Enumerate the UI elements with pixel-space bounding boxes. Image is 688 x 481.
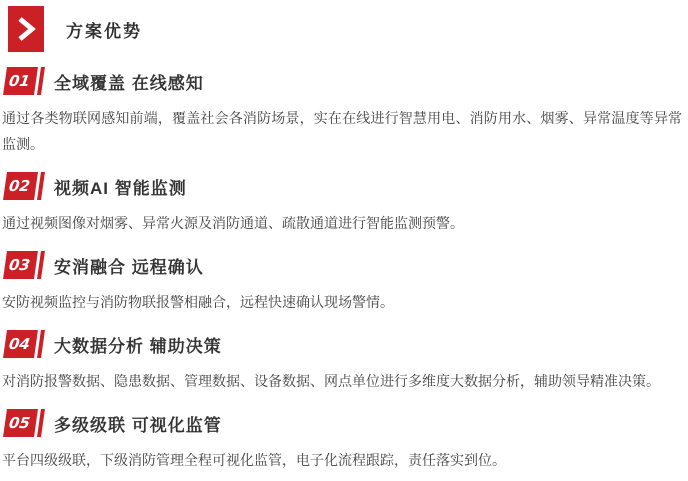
number-badge (5, 409, 43, 437)
number-badge-sliver (37, 172, 45, 200)
advantage-section-3 (0, 251, 686, 315)
section-title: 全域覆盖 在线感知 (54, 73, 204, 93)
section-title: 大数据分析 辅助决策 (54, 336, 222, 356)
advantage-section-5 (0, 409, 686, 473)
section-title: 多级级联 可视化监管 (54, 415, 222, 435)
number-badge-sliver (37, 330, 45, 358)
number-badge-sliver (37, 409, 45, 437)
number-badge-sliver (37, 67, 45, 95)
section-title: 视频AI 智能监测 (54, 178, 187, 198)
number-badge (5, 251, 43, 279)
section-body-text: 通过各类物联网感知前端，覆盖社会各消防场景，实在在线进行智慧用电、消防用水、烟雾、异常温度等异常监测。 (2, 110, 682, 152)
section-body-text: 安防视频监控与消防物联报警相融合，远程快速确认现场警情。 (2, 294, 394, 310)
section-number: 05 (7, 414, 32, 432)
number-badge-shape (3, 330, 38, 358)
number-badge-shape (3, 409, 38, 437)
section-number: 02 (7, 177, 32, 195)
number-badge-shape (3, 172, 38, 200)
number-badge-sliver (37, 251, 45, 279)
section-heading (5, 330, 686, 358)
chevron-right-icon (14, 14, 38, 44)
number-badge-shape (3, 67, 38, 95)
section-heading (5, 67, 686, 95)
section-heading (5, 251, 686, 279)
section-heading (5, 172, 686, 200)
section-number: 03 (7, 256, 32, 274)
number-badge-shape (3, 251, 38, 279)
number-badge (5, 172, 43, 200)
advantage-section-2 (0, 172, 686, 236)
advantage-section-1 (0, 67, 686, 157)
header-accent-block (8, 6, 44, 52)
number-badge (5, 330, 43, 358)
section-number: 01 (7, 72, 32, 90)
page-title: 方案优势 (66, 21, 142, 41)
section-body-text: 通过视频图像对烟雾、异常火源及消防通道、疏散通道进行智能监测预警。 (2, 215, 464, 231)
section-number: 04 (7, 335, 32, 353)
section-title: 安消融合 远程确认 (54, 257, 204, 277)
number-badge (5, 67, 43, 95)
section-body-text: 平台四级级联，下级消防管理全程可视化监管，电子化流程跟踪，责任落实到位。 (2, 452, 506, 468)
page-header (0, 6, 686, 52)
section-heading (5, 409, 686, 437)
advantage-section-4 (0, 330, 686, 394)
section-body-text: 对消防报警数据、隐患数据、管理数据、设备数据、网点单位进行多维度大数据分析，辅助领导精准决策。 (2, 373, 660, 389)
